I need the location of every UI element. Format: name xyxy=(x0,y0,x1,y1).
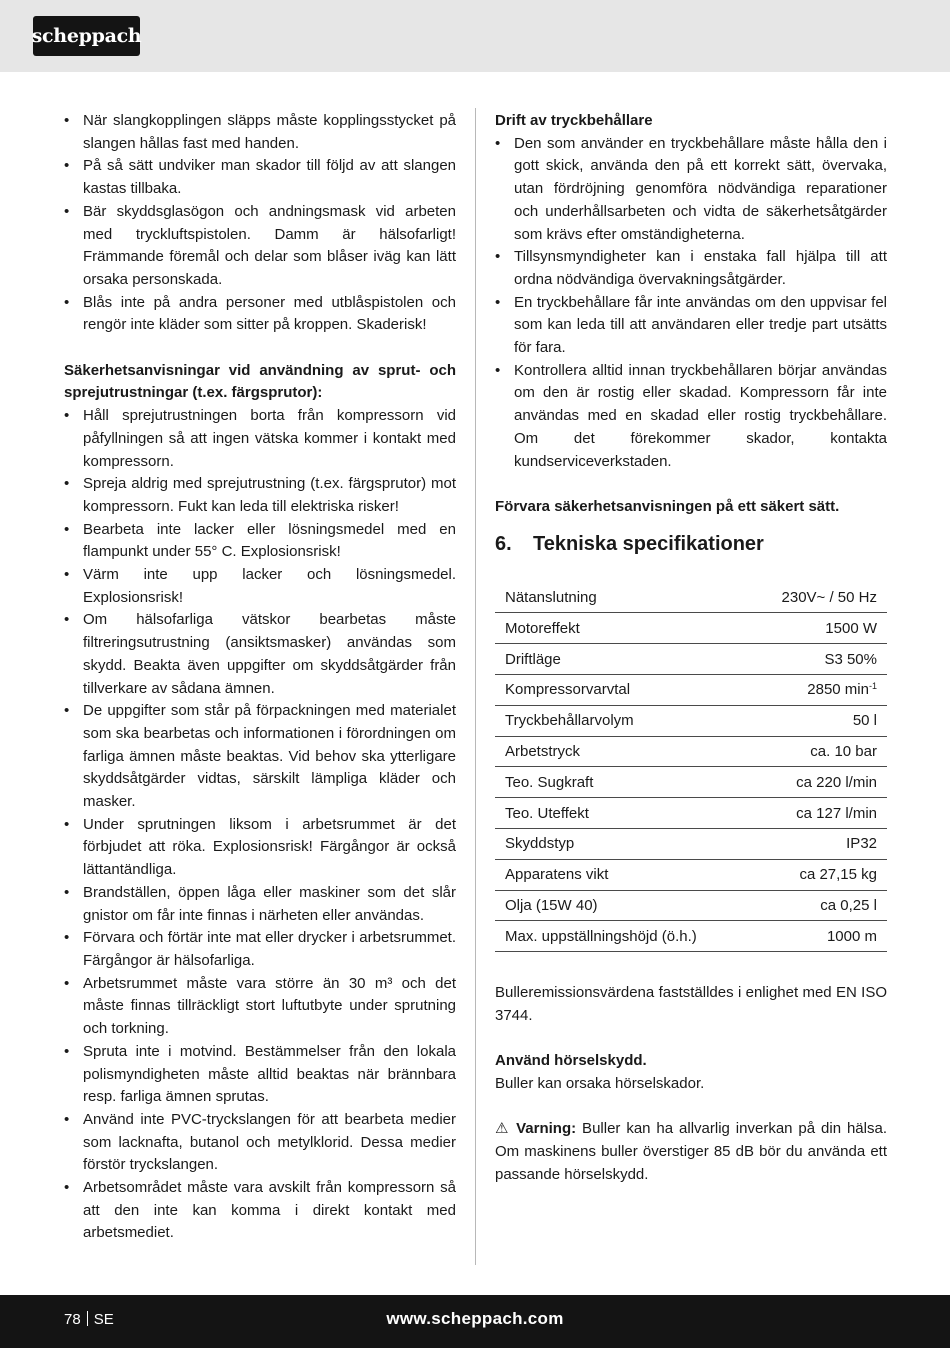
warning-paragraph xyxy=(495,1118,887,1186)
table-row xyxy=(495,613,887,644)
pressure-vessel-heading: Drift av tryckbehållare xyxy=(495,112,653,129)
spec-label: Tryckbehållarvolym xyxy=(495,705,749,736)
table-row xyxy=(495,767,887,798)
list-item: • Använd inte PVC-tryckslangen för att bearbeta medier som lacknafta, butanol och metylklorid. Dessa medier förstör tryckslangen. xyxy=(64,1109,456,1177)
section-heading xyxy=(495,529,887,559)
list-item: • Förvara och förtär inte mat eller drycker i arbetsrummet. Färgångor är hälsofarliga. xyxy=(64,927,456,972)
right-column xyxy=(495,110,887,1187)
hearing-heading: Använd hörselskydd. xyxy=(495,1052,647,1070)
list-item: • Bearbeta inte lacker eller lösningsmedel med en flampunkt under 55° C. Explosionsrisk! xyxy=(64,519,456,564)
list-item: • Spruta inte i motvind. Bestämmelser från den lokala polismyndigheten måste alltid beaktas när brännbara resp. farliga ämnen sprutas. xyxy=(64,1041,456,1109)
list-item: • När slangkopplingen släpps måste kopplingsstycket på slangen hållas fast med handen. xyxy=(64,110,456,155)
spec-value: 230V~ / 50 Hz xyxy=(749,583,887,613)
table-row xyxy=(495,583,887,613)
spec-table xyxy=(495,583,887,953)
hearing-text: Buller kan orsaka hörselskador. xyxy=(495,1075,705,1092)
scheppach-logo: scheppach xyxy=(33,16,140,56)
table-row xyxy=(495,921,887,952)
list-item: • Tillsynsmyndigheter kan i enstaka fall hjälpa till att ordna nödvändiga övervakningsåtgärder. xyxy=(495,246,887,291)
warning-label: Varning: xyxy=(516,1120,577,1138)
list-item: • Blås inte på andra personer med utblåspistolen och rengör inte kläder som sitter på kroppen. Skaderisk! xyxy=(64,292,456,337)
spec-value: ca 0,25 l xyxy=(749,890,887,921)
list-item: • På så sätt undviker man skador till följd av att slangen kastas tillbaka. xyxy=(64,155,456,200)
spray-safety-heading: Säkerhetsanvisningar vid användning av sprut- och sprejutrustningar (t.ex. färgsprutor): xyxy=(64,361,456,402)
pressure-vessel-list xyxy=(495,133,887,474)
spec-value: ca 220 l/min xyxy=(749,767,887,798)
spec-value: S3 50% xyxy=(749,644,887,675)
table-row xyxy=(495,736,887,767)
table-row xyxy=(495,798,887,829)
column-divider xyxy=(475,108,476,1265)
spec-value: 50 l xyxy=(749,705,887,736)
list-item: • Kontrollera alltid innan tryckbehållaren börjar användas om den är rostig eller skadad. Kompressorn får inte användas med en skadad eller rostig tryckbehållare. Om det förekommer skador, kontakta kundserviceverkstaden. xyxy=(495,360,887,474)
warning-text: Buller kan ha allvarlig inverkan på din hälsa. Om maskinens buller överstiger 85 dB bör du använda ett passande hörselskydd. xyxy=(495,1120,887,1183)
list-item: • Håll sprejutrustningen borta från kompressorn vid påfyllningen så att ingen vätska kommer i kontakt med kompressorn. xyxy=(64,405,456,473)
table-row xyxy=(495,705,887,736)
table-row xyxy=(495,675,887,706)
list-item: • Arbetsrummet måste vara större än 30 m³ och det måste finnas tillräckligt stort luftutbyte under sprutning och torkning. xyxy=(64,973,456,1041)
superscript: -1 xyxy=(868,681,877,692)
section-number: 6. xyxy=(495,532,512,555)
spec-value: ca 27,15 kg xyxy=(749,859,887,890)
spray-safety-list xyxy=(64,405,456,1245)
table-row xyxy=(495,829,887,860)
list-item: • Arbetsområdet måste vara avskilt från kompressorn så att den inte kan komma i direkt kontakt med arbetsmediet. xyxy=(64,1177,456,1245)
spec-label: Arbetstryck xyxy=(495,736,749,767)
spec-label: Motoreffekt xyxy=(495,613,749,644)
list-item: • Under sprutningen liksom i arbetsrummet är det förbjudet att röka. Explosionsrisk! Färgångor är också lättantändliga. xyxy=(64,814,456,882)
spec-label: Apparatens vikt xyxy=(495,859,749,890)
list-item: • Brandställen, öppen låga eller maskiner som det slår gnistor om får inte finnas i närheten eller användas. xyxy=(64,882,456,927)
section-title: Tekniska specifikationer xyxy=(533,532,764,555)
storage-note: Förvara säkerhetsanvisningen på ett säkert sätt. xyxy=(495,497,840,515)
left-column xyxy=(64,110,456,1245)
spec-value: ca. 10 bar xyxy=(749,736,887,767)
warning-icon: ⚠ xyxy=(495,1120,511,1138)
list-item: • Spreja aldrig med sprejutrustning (t.ex. färgsprutor) mot kompressorn. Fukt kan leda till elektriska risker! xyxy=(64,473,456,518)
list-item: • De uppgifter som står på förpackningen med materialet som ska bearbetas och informationen i förordningen om farliga ämnen måste beaktas. Vid behov ska ytterligare skyddsåtgärder vidtas, särskilt lämpliga kläder och masker. xyxy=(64,700,456,814)
spec-label: Teo. Uteffekt xyxy=(495,798,749,829)
page-number: 78 xyxy=(64,1311,81,1328)
spec-label: Skyddstyp xyxy=(495,829,749,860)
spec-label: Kompressorvarvtal xyxy=(495,675,749,706)
page-footer xyxy=(0,1295,950,1348)
spec-label: Olja (15W 40) xyxy=(495,890,749,921)
spec-value: 2850 $\min^{-1}$ xyxy=(749,675,887,706)
spec-label: Max. uppställningshöjd (ö.h.) xyxy=(495,921,749,952)
table-row xyxy=(495,859,887,890)
spec-label: Driftläge xyxy=(495,644,749,675)
language-code: SE xyxy=(93,1311,114,1328)
hose-safety-list xyxy=(64,110,456,337)
spec-value: 1500 W xyxy=(749,613,887,644)
spec-label: Teo. Sugkraft xyxy=(495,767,749,798)
list-item: • En tryckbehållare får inte användas om den uppvisar fel som kan leda till att användaren eller tredje part utsätts för fara. xyxy=(495,292,887,360)
spec-value: 1000 m xyxy=(749,921,887,952)
noise-text: Bulleremissionsvärdena fastställdes i enlighet med EN ISO 3744. xyxy=(495,984,887,1024)
list-item: • Den som använder en tryckbehållare måste hålla den i gott skick, använda den på ett korrekt sätt, övervaka, utan fördröjning genomföra nödvändiga reparationer och underhållsarbeten och vidta de säkerhetsåtgärder som krävs efter omständigheterna. xyxy=(495,133,887,247)
spec-label: Nätanslutning xyxy=(495,583,749,613)
page-header xyxy=(0,0,950,72)
list-item: • Värm inte upp lacker och lösningsmedel. Explosionsrisk! xyxy=(64,564,456,609)
table-row xyxy=(495,644,887,675)
table-row xyxy=(495,890,887,921)
spec-value: IP32 xyxy=(749,829,887,860)
list-item: • Bär skyddsglasögon och andningsmask vid arbeten med tryckluftspistolen. Damm är hälsofarligt! Främmande föremål och delar som blåser iväg kan lätt orsaka personskada. xyxy=(64,201,456,292)
website-link[interactable]: www.scheppach.com xyxy=(386,1309,564,1328)
list-item: • Om hälsofarliga vätskor bearbetas måste filtreringsutrustning (ansiktsmasker) användas som skydd. Beakta även uppgifter om skyddsåtgärder från tillverkare av sådana ämnen. xyxy=(64,609,456,700)
spec-value: ca 127 l/min xyxy=(749,798,887,829)
